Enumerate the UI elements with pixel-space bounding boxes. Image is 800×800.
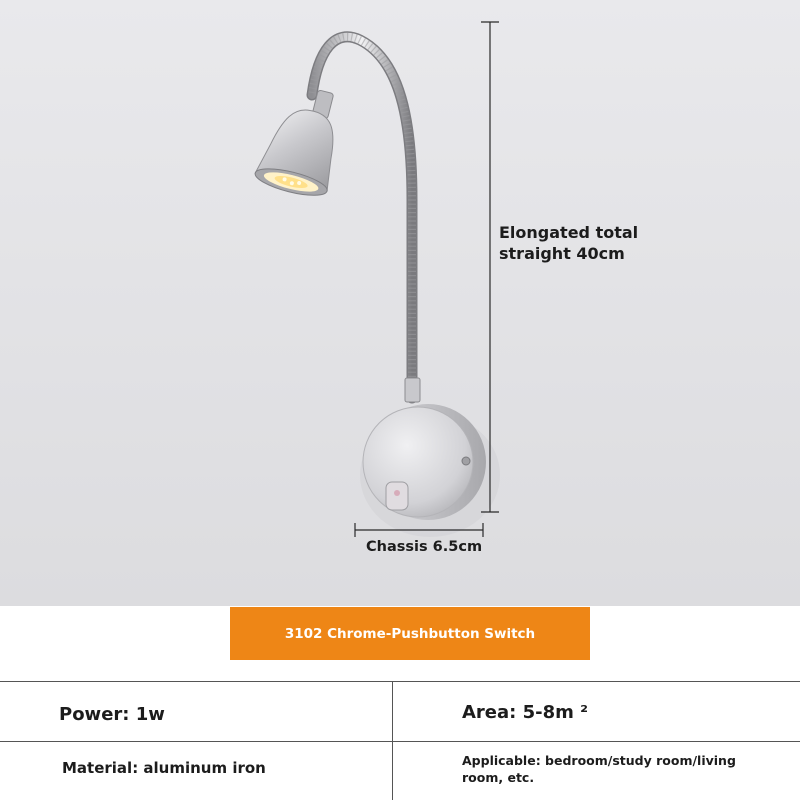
- height-dimension-label: [499, 222, 699, 264]
- chassis-dimension-label: Chassis 6.5cm: [366, 539, 483, 555]
- model-banner: 3102 Chrome-Pushbutton Switch: [230, 607, 590, 660]
- spec-area: Area: 5-8m ²: [462, 702, 589, 723]
- side-screw: [462, 457, 470, 465]
- spec-table: [0, 681, 800, 800]
- height-label-line2: straight 40cm: [499, 244, 625, 263]
- hose-collar: [405, 378, 420, 402]
- spec-applicable: Applicable: bedroom/study room/living room, etc.: [462, 753, 736, 785]
- spec-column-divider: [392, 682, 393, 800]
- height-label-line1: Elongated total: [499, 223, 639, 242]
- chassis-base: [363, 407, 473, 517]
- lamp-head: [253, 80, 350, 201]
- spec-power: Power: 1w: [59, 704, 165, 725]
- spec-material: Material: aluminum iron: [62, 759, 266, 777]
